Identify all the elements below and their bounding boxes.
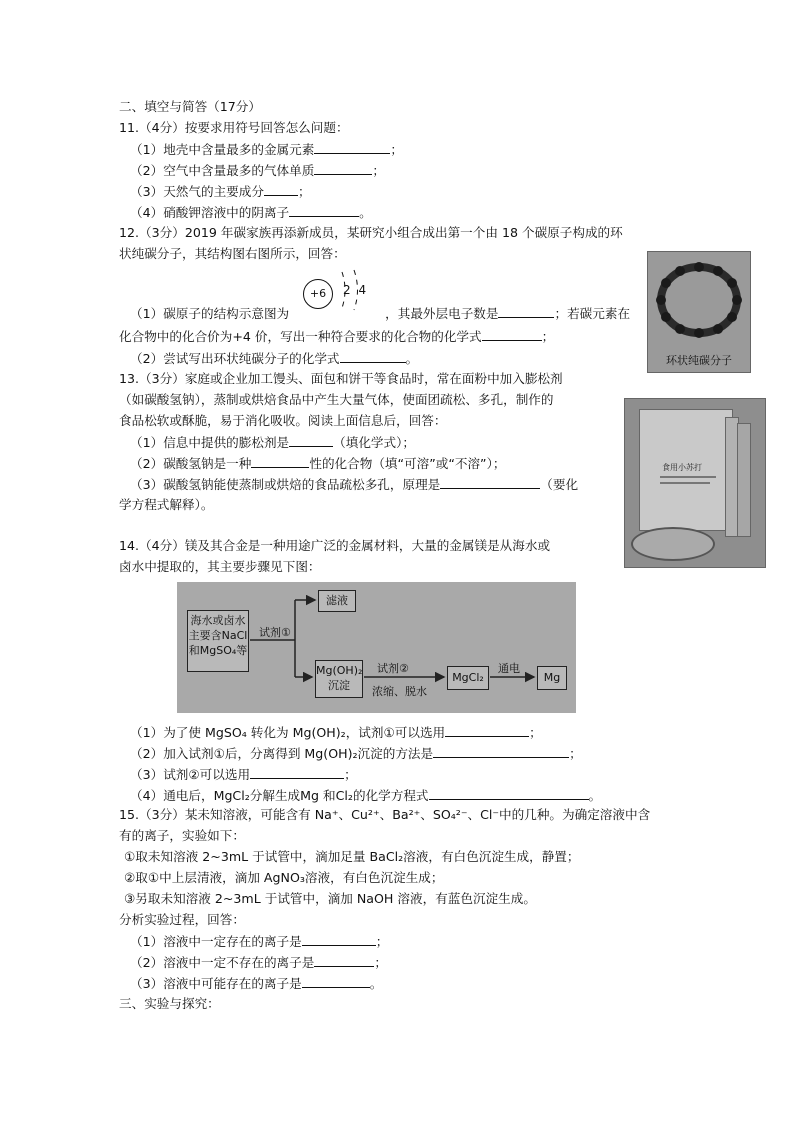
q15-stem-line2: 有的离子，实验如下： [119, 828, 245, 843]
section-heading: 二、填空与简答（17分） [119, 99, 261, 114]
ring-molecule-image [648, 252, 750, 352]
q14-item4: （4）通电后，MgCl₂分解生成Mg 和Cl₂的化学方程式 。 [130, 788, 602, 803]
answer-blank[interactable] [302, 932, 376, 946]
q11-item2: （2）空气中含量最多的气体单质 ； [130, 163, 385, 178]
concentrate-label: 浓缩、脱水 [372, 685, 427, 698]
q15-item1: （1）溶液中一定存在的离子是 ； [130, 934, 389, 949]
answer-blank[interactable] [498, 304, 554, 318]
q12-stem-line2: 状纯碳分子，其结构图右图所示，回答： [119, 246, 346, 261]
answer-blank[interactable] [433, 744, 569, 758]
q15-item2: （2）溶液中一定不存在的离子是 ； [130, 955, 387, 970]
q14-item2: （2）加入试剂①后，分离得到 Mg(OH)₂沉淀的方法是 ； [130, 746, 582, 761]
q15-item3: （3）溶液中可能存在的离子是 。 [130, 976, 383, 991]
q13-stem-line3: 食品松软或酥脆，易于消化吸收。阅读上面信息后，回答： [119, 413, 447, 428]
q13-stem-line2: （如碳酸氢钠），蒸制或烘焙食品中产生大量气体，使面团疏松、多孔，制作的 [119, 392, 554, 407]
q12-stem-line1: 12.（3分）2019 年碳家族再添新成员，某研究小组合成出第一个由 18 个碳原子构成的环 [119, 225, 623, 240]
soda-packet-label: 食用小苏打 [662, 463, 702, 472]
soda-packet [639, 409, 733, 531]
mgoh2-box: Mg(OH)₂ 沉淀 [315, 660, 363, 698]
reagent2-label: 试剂② [377, 662, 409, 675]
q14-stem-line2: 卤水中提取的，其主要步骤见下图： [119, 559, 321, 574]
q15-analysis: 分析实验过程，回答： [119, 912, 245, 927]
carbon-nucleus: +6 [303, 279, 333, 309]
q13-item1: （1）信息中提供的膨松剂是 （填化学式）； [130, 435, 415, 450]
q13-item3: （3）碳酸氢钠能使蒸制或烘焙的食品疏松多孔，原理是 （要化 [130, 477, 579, 492]
q15-step2: ②取①中上层清液，滴加 AgNO₃溶液，有白色沉淀生成； [124, 870, 444, 885]
answer-blank[interactable] [440, 475, 540, 489]
q14-item3: （3）试剂②可以选用 ； [130, 767, 357, 782]
q13-item3-cont: 学方程式解释）。 [119, 497, 214, 512]
answer-blank[interactable] [289, 203, 359, 217]
electrolysis-label: 通电 [498, 662, 520, 675]
mg-box: Mg [537, 666, 567, 690]
answer-blank[interactable] [250, 765, 344, 779]
q12-item1-line2: 化合物中的化合价为+4 价，写出一种符合要求的化合物的化学式 ； [119, 329, 555, 344]
answer-blank[interactable] [314, 140, 390, 154]
q12-item1-line1: （1）碳原子的结构示意图为 ，其最外层电子数是 ；若碳元素在 [130, 306, 631, 321]
answer-blank[interactable] [482, 327, 542, 341]
q11-stem: 11.（4分）按要求用符号回答怎么问题： [119, 120, 349, 135]
answer-blank[interactable] [314, 161, 372, 175]
q11-item1: （1）地壳中含量最多的金属元素 ； [130, 142, 403, 157]
answer-blank[interactable] [340, 349, 406, 363]
answer-blank[interactable] [289, 433, 333, 447]
q12-item2: （2）尝试写出环状纯碳分子的化学式 。 [130, 351, 419, 366]
answer-blank[interactable] [302, 974, 370, 988]
ring-carbon-photo [647, 251, 751, 373]
answer-blank[interactable] [429, 786, 589, 800]
answer-blank[interactable] [314, 953, 374, 967]
q15-step1: ①取未知溶液 2~3mL 于试管中，滴加足量 BaCl₂溶液，有白色沉淀生成，静置； [124, 849, 580, 864]
answer-blank[interactable] [445, 723, 529, 737]
section-heading: 三、实验与探究： [119, 996, 220, 1011]
process-flow-diagram [177, 582, 576, 713]
q14-stem-line1: 14.（4分）镁及其合金是一种用途广泛的金属材料，大量的金属镁是从海水或 [119, 538, 551, 553]
answer-blank[interactable] [264, 182, 298, 196]
q13-stem-line1: 13.（3分）家庭或企业加工馒头、面包和饼干等食品时，常在面粉中加入膨松剂 [119, 371, 563, 386]
q11-item3: （3）天然气的主要成分 ； [130, 184, 311, 199]
q15-stem-line1: 15.（3分）某未知溶液，可能含有 Na⁺、Cu²⁺、Ba²⁺、SO₄²⁻、Cl⁻中的几种。为确定溶液中含 [119, 807, 651, 822]
filtrate-box: 滤液 [318, 590, 356, 612]
baking-soda-photo [624, 398, 766, 568]
ring-photo-caption: 环状纯碳分子 [666, 354, 732, 367]
electron-shell-counts: 2 4 [343, 283, 369, 297]
q11-item4: （4）硝酸钾溶液中的阴离子 。 [130, 205, 372, 220]
source-box: 海水或卤水 主要含NaCl 和MgSO₄等 [187, 610, 249, 672]
reagent1-label: 试剂① [259, 626, 291, 639]
q14-item1: （1）为了使 MgSO₄ 转化为 Mg(OH)₂，试剂①可以选用 ； [130, 725, 542, 740]
q15-step3: ③另取未知溶液 2~3mL 于试管中，滴加 NaOH 溶液，有蓝色沉淀生成。 [124, 891, 536, 906]
dish-image [631, 527, 715, 561]
q13-item2: （2）碳酸氢钠是一种 性的化合物（填“可溶”或“不溶”）； [130, 456, 506, 471]
mgcl2-box: MgCl₂ [447, 666, 489, 690]
answer-blank[interactable] [251, 454, 309, 468]
